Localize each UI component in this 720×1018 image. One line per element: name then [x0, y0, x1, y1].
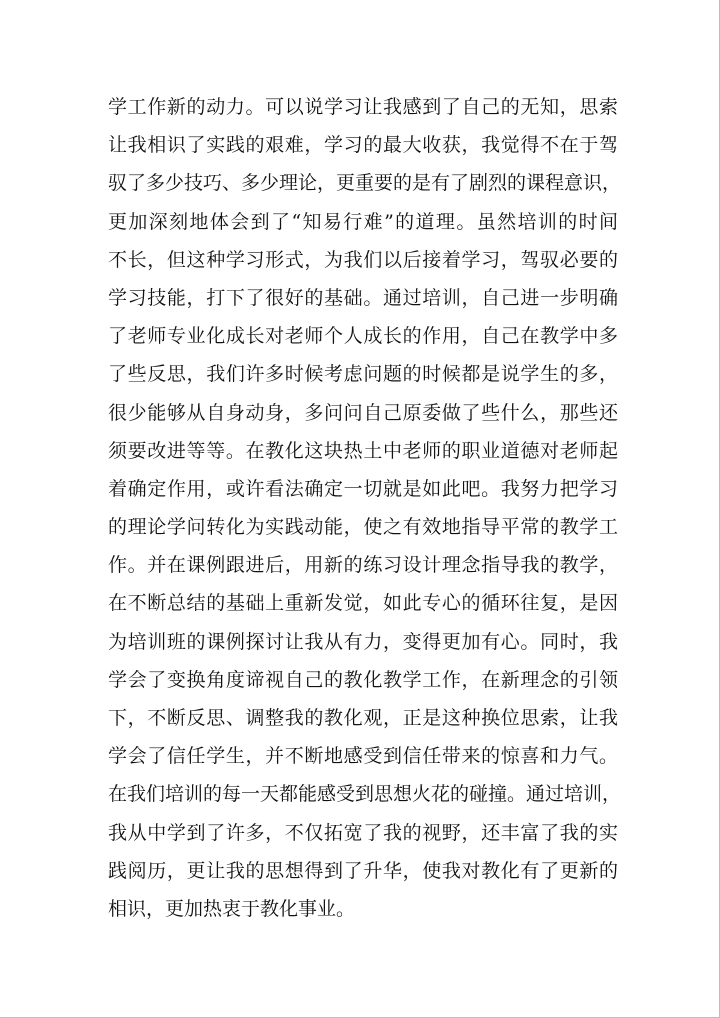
text-line-7: 了老师专业化成长对老师个人成长的作用，自己在教学中多	[108, 325, 618, 348]
text-line-5: 不长，但这种学习形式，为我们以后接着学习，驾驭必要的	[108, 248, 618, 271]
text-line-11: 着确定作用，或许看法确定一切就是如此吧。我努力把学习	[108, 477, 618, 500]
text-line-20: 我从中学到了许多，不仅拓宽了我的视野，还丰富了我的实	[108, 821, 618, 844]
text-line-8: 了些反思，我们许多时候考虑问题的时候都是说学生的多，	[108, 363, 618, 386]
text-line-16: 学会了变换角度谛视自己的教化教学工作，在新理念的引领	[108, 668, 618, 691]
text-line-19: 在我们培训的每一天都能感受到思想火花的碰撞。通过培训，	[108, 783, 622, 806]
text-line-14: 在不断总结的基础上重新发觉，如此专心的循环往复，是因	[108, 592, 618, 615]
body-paragraph	[108, 88, 622, 928]
text-line-10: 须要改进等等。在教化这块热土中老师的职业道德对老师起	[108, 439, 618, 462]
text-line-22: 相识，更加热衷于教化事业。	[108, 897, 356, 920]
text-line-1: 学工作新的动力。可以说学习让我感到了自己的无知，思索	[108, 96, 618, 118]
text-line-17: 下，不断反思、调整我的教化观，正是这种换位思索，让我	[108, 707, 618, 729]
text-line-6: 学习技能，打下了很好的基础。通过培训，自己进一步明确	[108, 286, 618, 309]
text-line-18: 学会了信任学生，并不断地感受到信任带来的惊喜和力气。	[108, 745, 618, 768]
text-line-4: 更加深刻地体会到了“知易行难”的道理。虽然培训的时间	[108, 210, 618, 233]
text-line-15: 为培训班的课例探讨让我从有力，变得更加有心。同时，我	[108, 630, 618, 653]
text-line-2: 让我相识了实践的艰难，学习的最大收获，我觉得不在于驾	[108, 134, 618, 157]
text-line-3: 驭了多少技巧、多少理论，更重要的是有了剧烈的课程意识，	[108, 172, 622, 195]
text-line-9: 很少能够从自身动身，多问问自己原委做了些什么，那些还	[108, 401, 618, 424]
text-line-21: 践阅历，更让我的思想得到了升华，使我对教化有了更新的	[108, 859, 618, 882]
text-line-13: 作。并在课例跟进后，用新的练习设计理念指导我的教学，	[108, 554, 618, 577]
text-line-12: 的理论学问转化为实践动能，使之有效地指导平常的教学工	[108, 516, 618, 539]
